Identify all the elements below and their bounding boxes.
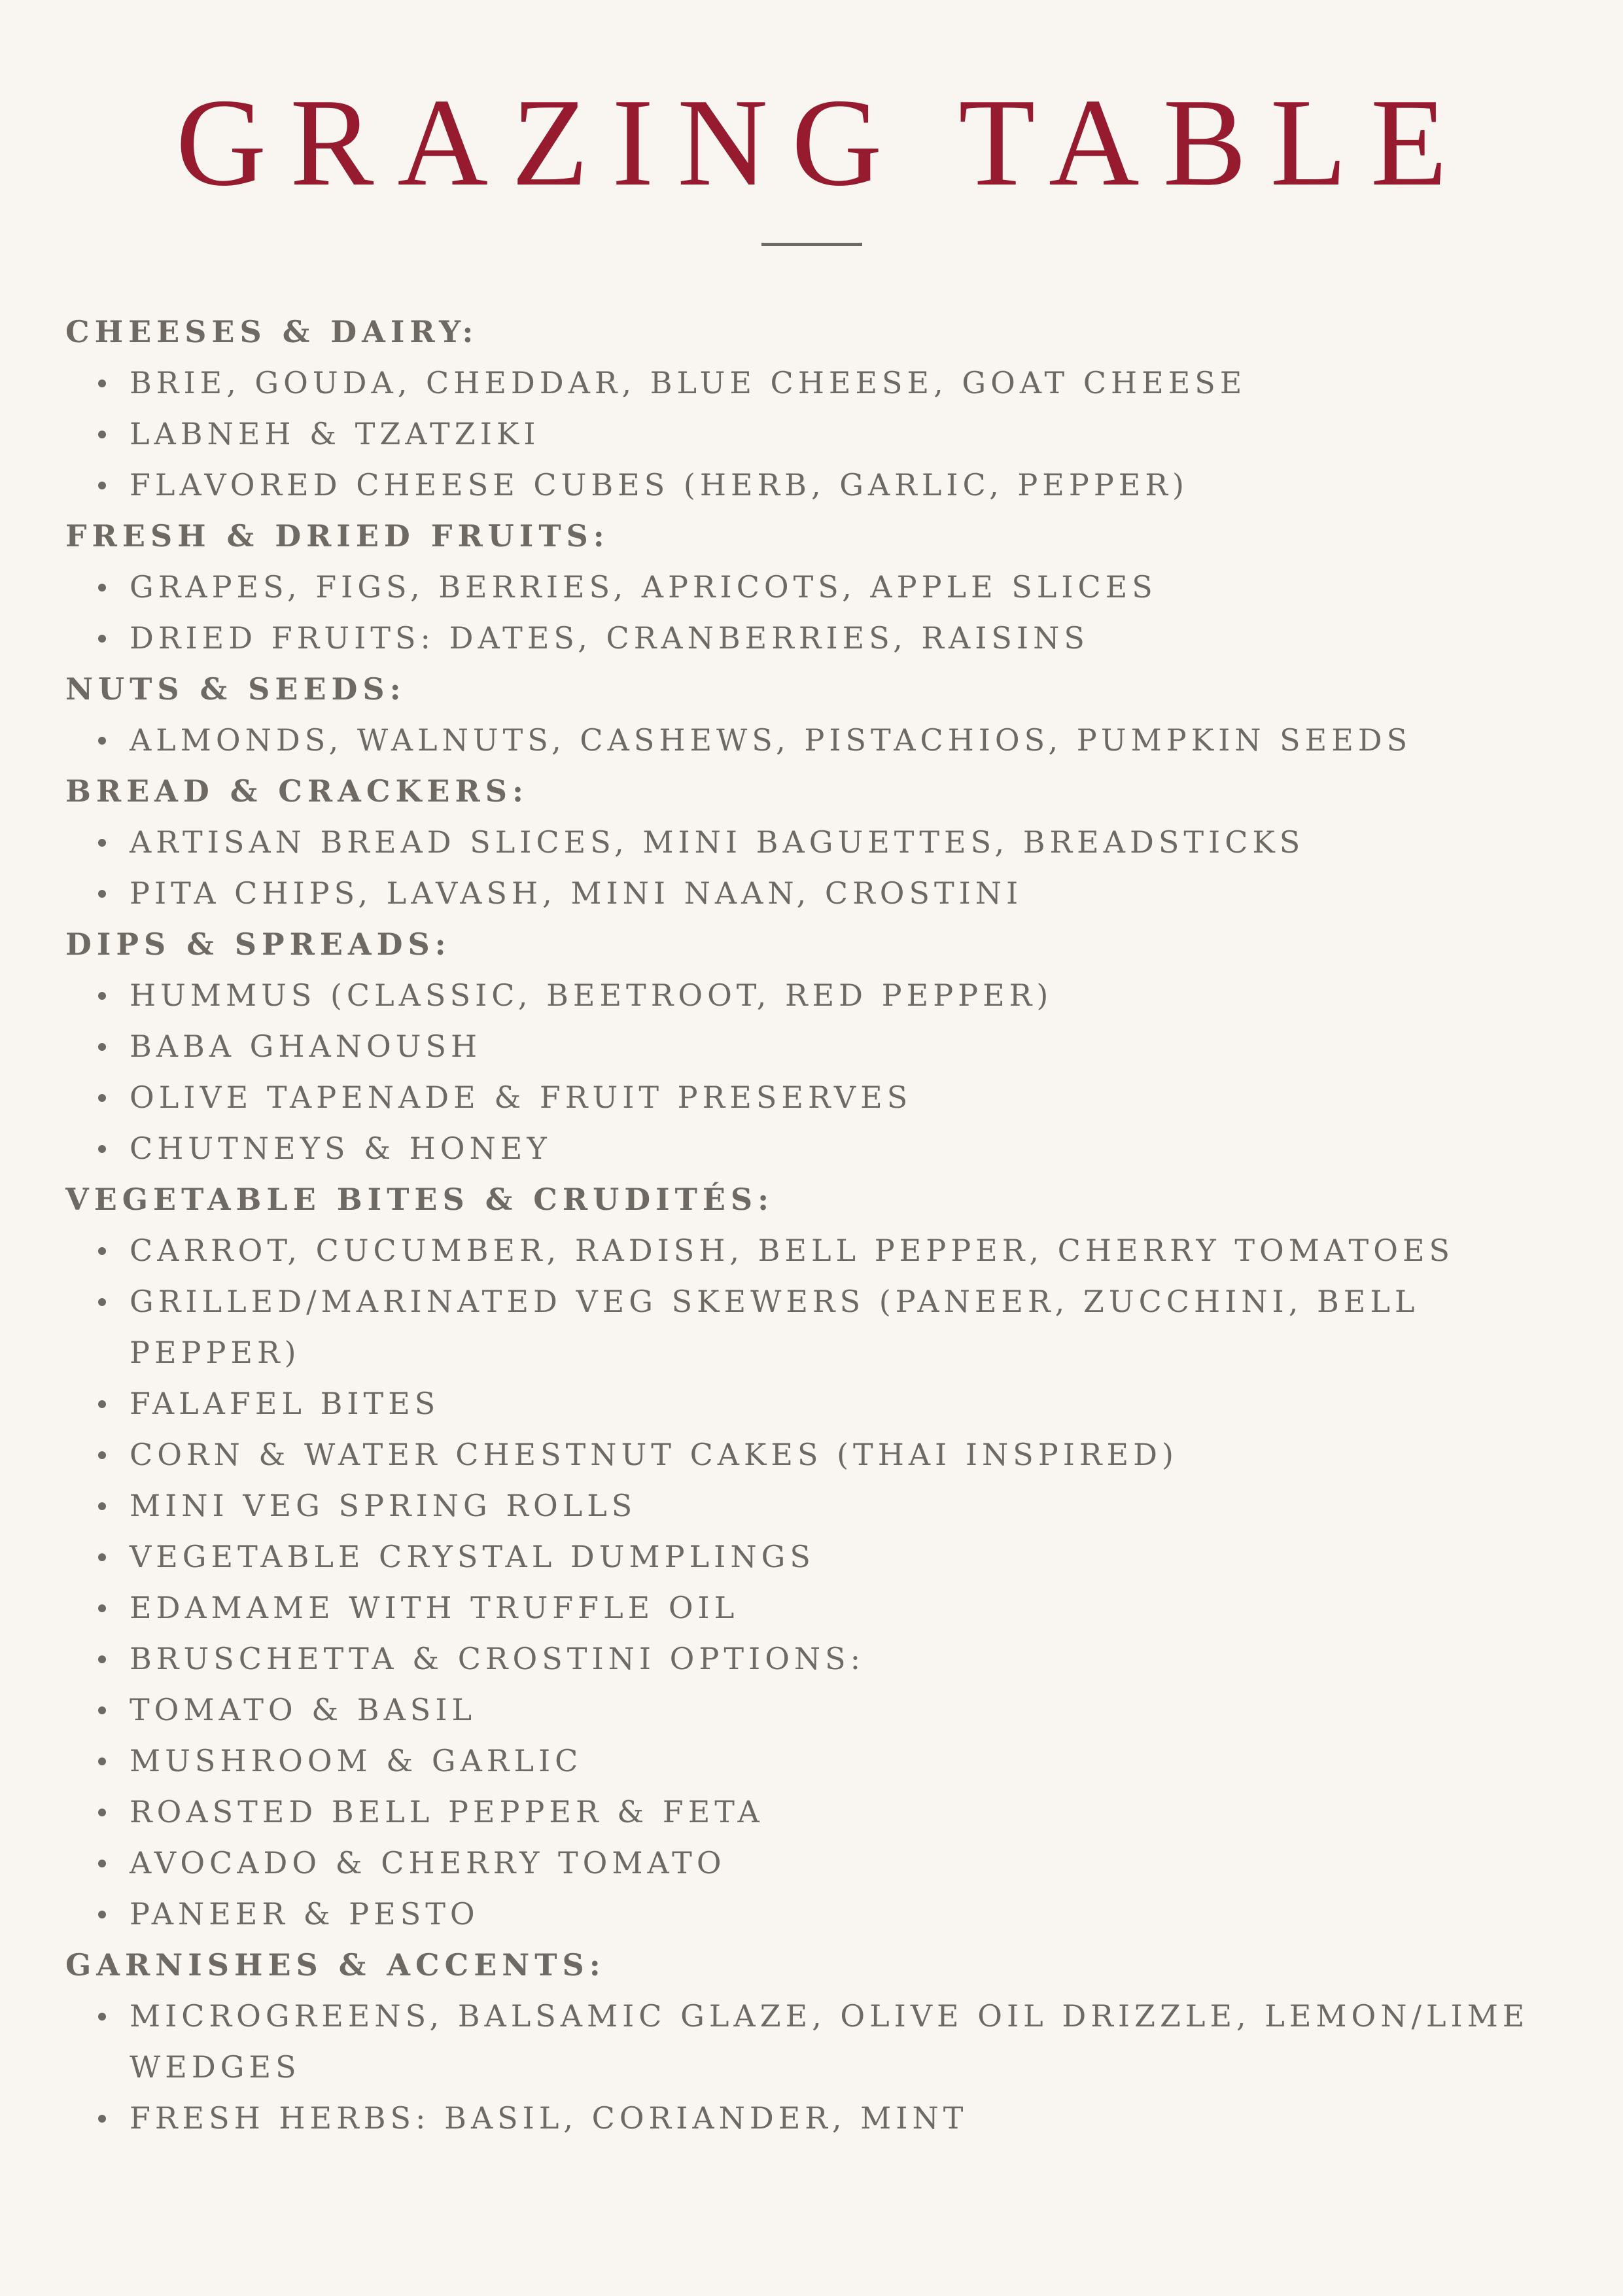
list-item: EDAMAME WITH TRUFFLE OIL <box>65 1582 1570 1633</box>
list-item: CORN & WATER CHESTNUT CAKES (THAI INSPIRED) <box>65 1429 1570 1480</box>
list-item: FLAVORED CHEESE CUBES (HERB, GARLIC, PEPPER) <box>65 459 1570 510</box>
section-item-list <box>65 1225 1570 1939</box>
list-item: FALAFEL BITES <box>65 1378 1570 1429</box>
list-item: CARROT, CUCUMBER, RADISH, BELL PEPPER, CHERRY TOMATOES <box>65 1225 1570 1276</box>
section-heading: BREAD & CRACKERS: <box>65 773 529 809</box>
section-heading: DIPS & SPREADS: <box>65 927 451 962</box>
list-item: OLIVE TAPENADE & FRUIT PRESERVES <box>65 1072 1570 1123</box>
section-heading: NUTS & SEEDS: <box>65 671 406 707</box>
list-item: GRAPES, FIGS, BERRIES, APRICOTS, APPLE SLICES <box>65 561 1570 612</box>
list-item: FRESH HERBS: BASIL, CORIANDER, MINT <box>65 2093 1570 2144</box>
list-item: GRILLED/MARINATED VEG SKEWERS (PANEER, ZUCCHINI, BELL PEPPER) <box>65 1276 1570 1378</box>
section-item-list <box>65 817 1570 919</box>
section-heading: CHEESES & DAIRY: <box>65 314 479 349</box>
section-item-list <box>65 1990 1570 2144</box>
list-item: PITA CHIPS, LAVASH, MINI NAAN, CROSTINI <box>65 868 1570 919</box>
list-item: HUMMUS (CLASSIC, BEETROOT, RED PEPPER) <box>65 970 1570 1021</box>
list-item: ALMONDS, WALNUTS, CASHEWS, PISTACHIOS, PUMPKIN SEEDS <box>65 715 1570 766</box>
title-divider <box>761 243 862 246</box>
section-item-list <box>65 561 1570 663</box>
menu-list <box>65 306 1570 2144</box>
section-item-list <box>65 715 1570 766</box>
page-title: GRAZING TABLE <box>175 73 1471 212</box>
list-item: ARTISAN BREAD SLICES, MINI BAGUETTES, BREADSTICKS <box>65 817 1570 868</box>
section-heading: GARNISHES & ACCENTS: <box>65 1947 606 1983</box>
list-item: BABA GHANOUSH <box>65 1021 1570 1072</box>
list-item: CHUTNEYS & HONEY <box>65 1123 1570 1174</box>
list-item: VEGETABLE CRYSTAL DUMPLINGS <box>65 1531 1570 1582</box>
section-item-list <box>65 357 1570 510</box>
section-item-list <box>65 970 1570 1174</box>
list-item: MINI VEG SPRING ROLLS <box>65 1480 1570 1531</box>
list-item: LABNEH & TZATZIKI <box>65 408 1570 459</box>
list-item: MUSHROOM & GARLIC <box>65 1735 1570 1786</box>
list-item: DRIED FRUITS: DATES, CRANBERRIES, RAISINS <box>65 612 1570 663</box>
list-item: BRUSCHETTA & CROSTINI OPTIONS: <box>65 1633 1570 1684</box>
section-heading: FRESH & DRIED FRUITS: <box>65 518 610 554</box>
list-item: ROASTED BELL PEPPER & FETA <box>65 1786 1570 1837</box>
section-heading: VEGETABLE BITES & CRUDITÉS: <box>65 1182 775 1217</box>
list-item: BRIE, GOUDA, CHEDDAR, BLUE CHEESE, GOAT CHEESE <box>65 357 1570 408</box>
list-item: MICROGREENS, BALSAMIC GLAZE, OLIVE OIL DRIZZLE, LEMON/LIME WEDGES <box>65 1990 1570 2093</box>
list-item: TOMATO & BASIL <box>65 1684 1570 1735</box>
list-item: PANEER & PESTO <box>65 1888 1570 1939</box>
list-item: AVOCADO & CHERRY TOMATO <box>65 1837 1570 1888</box>
